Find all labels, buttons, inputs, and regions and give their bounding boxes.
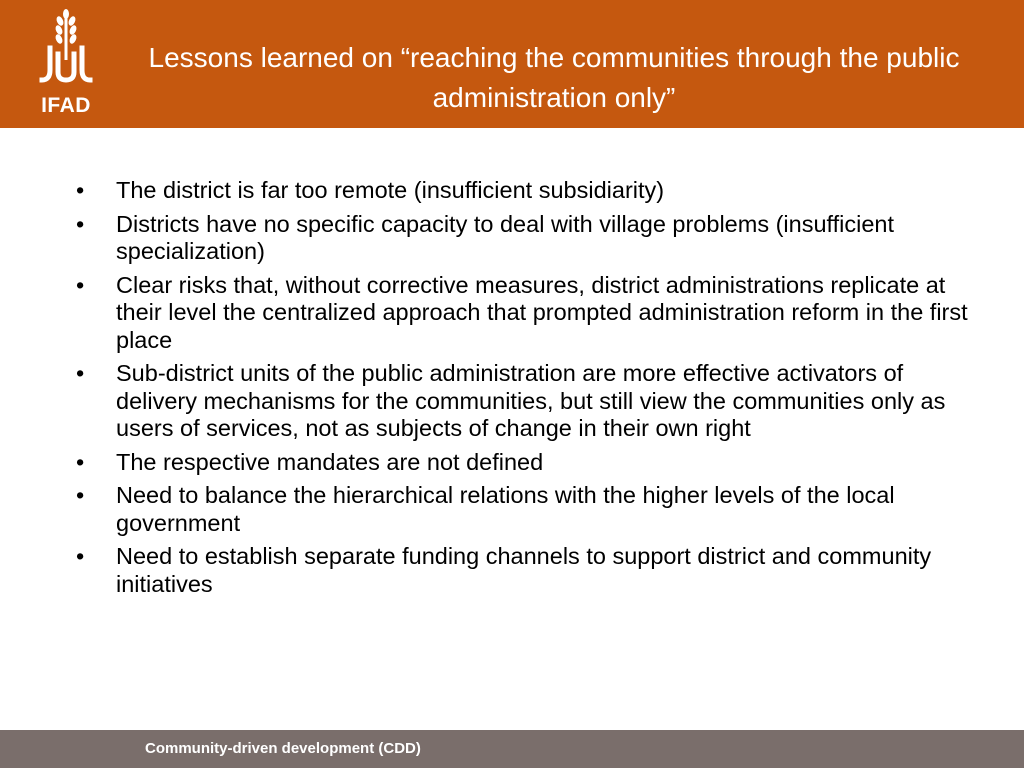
- bullet-text: Clear risks that, without corrective measures, district administrations replicate at their level the centralized approach that prompted administration reform in the first place: [116, 271, 968, 353]
- bullet-text: Sub-district units of the public administration are more effective activators of delivery mechanisms for the communities, but still view the communities only as users of services, not as subjects of change in their own right: [116, 360, 946, 441]
- bullet-text: Need to establish separate funding channels to support district and community initiatives: [116, 543, 932, 597]
- footer-text: Community-driven development (CDD): [145, 740, 421, 757]
- bullet-text: The respective mandates are not defined: [116, 448, 544, 475]
- bullet-marker: •: [76, 543, 85, 569]
- bullet-item: [70, 211, 990, 266]
- bullet-text: Districts have no specific capacity to deal with village problems (insufficient specialization): [116, 210, 895, 264]
- bullet-marker: •: [76, 482, 85, 508]
- footer-bar: [0, 730, 1024, 768]
- bullet-text: The district is far too remote (insufficient subsidiarity): [116, 177, 665, 203]
- bullet-item: [70, 177, 990, 205]
- ifad-logo: [28, 8, 104, 122]
- bullet-item: [70, 482, 990, 537]
- slide-title: Lessons learned on “reaching the communities through the public administration only”: [148, 42, 960, 113]
- bullet-marker: •: [76, 210, 85, 237]
- logo-text: IFAD: [41, 94, 91, 117]
- bullet-item: [70, 272, 990, 355]
- wheat-figure-icon: [28, 8, 104, 94]
- bullet-list: [70, 177, 990, 604]
- bullet-item: [70, 543, 990, 598]
- bullet-item: [70, 360, 990, 443]
- bullet-marker: •: [76, 360, 85, 386]
- bullet-item: [70, 449, 990, 477]
- bullet-marker: •: [76, 177, 85, 203]
- header-bar: [0, 0, 1024, 128]
- bullet-marker: •: [76, 448, 85, 475]
- bullet-text: Need to balance the hierarchical relations with the higher levels of the local government: [116, 482, 895, 536]
- bullet-marker: •: [76, 271, 85, 298]
